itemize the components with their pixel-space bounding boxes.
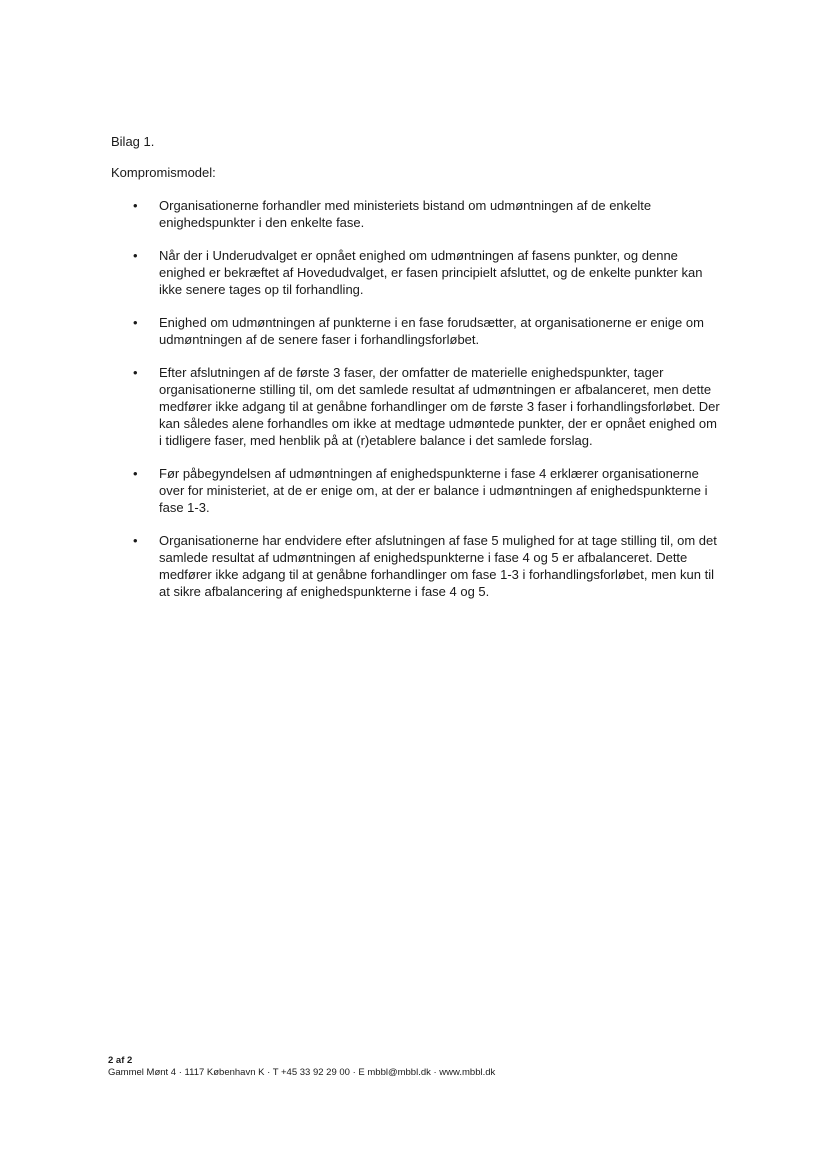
model-title: Kompromismodel: [111,165,216,180]
bullet-icon: • [133,365,138,380]
bullet-list [111,197,721,616]
bullet-icon: • [133,533,138,548]
list-item [111,197,721,231]
list-item [111,314,721,348]
bullet-text: Organisationerne forhandler med ministeriets bistand om udmøntningen af de enkelte enighedspunkter i den enkelte fase. [159,198,652,230]
list-item [111,532,721,600]
bullet-text: Efter afslutningen af de første 3 faser, der omfatter de materielle enighedspunkter, tager organisationerne stilling til, om det samlede resultat af udmøntningen er afbalanceret, men dette medfører ikke adgang til at genåbne forhandlinger om de første 3 faser i forhandlingsforløbet. Der kan således alene forhandles om ikke at medtage udmøntede punkter, der er opnået enighed om i tidligere faser, med henblik på at (r)etablere balance i det samlede forslag. [159,365,720,448]
bullet-text: Enighed om udmøntningen af punkterne i en fase forudsætter, at organisationerne er enige om udmøntningen af de senere faser i forhandlingsforløbet. [159,315,704,347]
page-footer [108,1055,495,1079]
bullet-icon: • [133,198,138,213]
list-item [111,247,721,298]
page-indicator: 2 af 2 [108,1055,133,1066]
bullet-icon: • [133,315,138,330]
bullet-icon: • [133,248,138,263]
bullet-text: Før påbegyndelsen af udmøntningen af enighedspunkterne i fase 4 erklærer organisationerne over for ministeriet, at de er enige om, at der er balance i udmøntningen af enighedspunkterne i fase 1-3. [159,466,708,515]
bullet-icon: • [133,466,138,481]
bullet-text: Organisationerne har endvidere efter afslutningen af fase 5 mulighed for at tage stilling til, om det samlede resultat af udmøntningen af enighedspunkterne i fase 4 og 5 er afbalanceret. Dette medfører ikke adgang til at genåbne forhandlinger om fase 1-3 i forhandlingsforløbet, men kun til at sikre afbalancering af enighedspunkterne i fase 4 og 5. [159,533,717,599]
list-item [111,465,721,516]
list-item [111,364,721,449]
footer-address: Gammel Mønt 4 · 1117 København K · T +45 33 92 29 00 · E mbbl@mbbl.dk · www.mbbl.dk [108,1067,496,1078]
bullet-text: Når der i Underudvalget er opnået enighed om udmøntningen af fasens punkter, og denne enighed er bekræftet af Hovedudvalget, er fasen principielt afsluttet, og de enkelte punkter kan ikke senere tages op til forhandling. [159,248,703,297]
appendix-label: Bilag 1. [111,134,155,149]
